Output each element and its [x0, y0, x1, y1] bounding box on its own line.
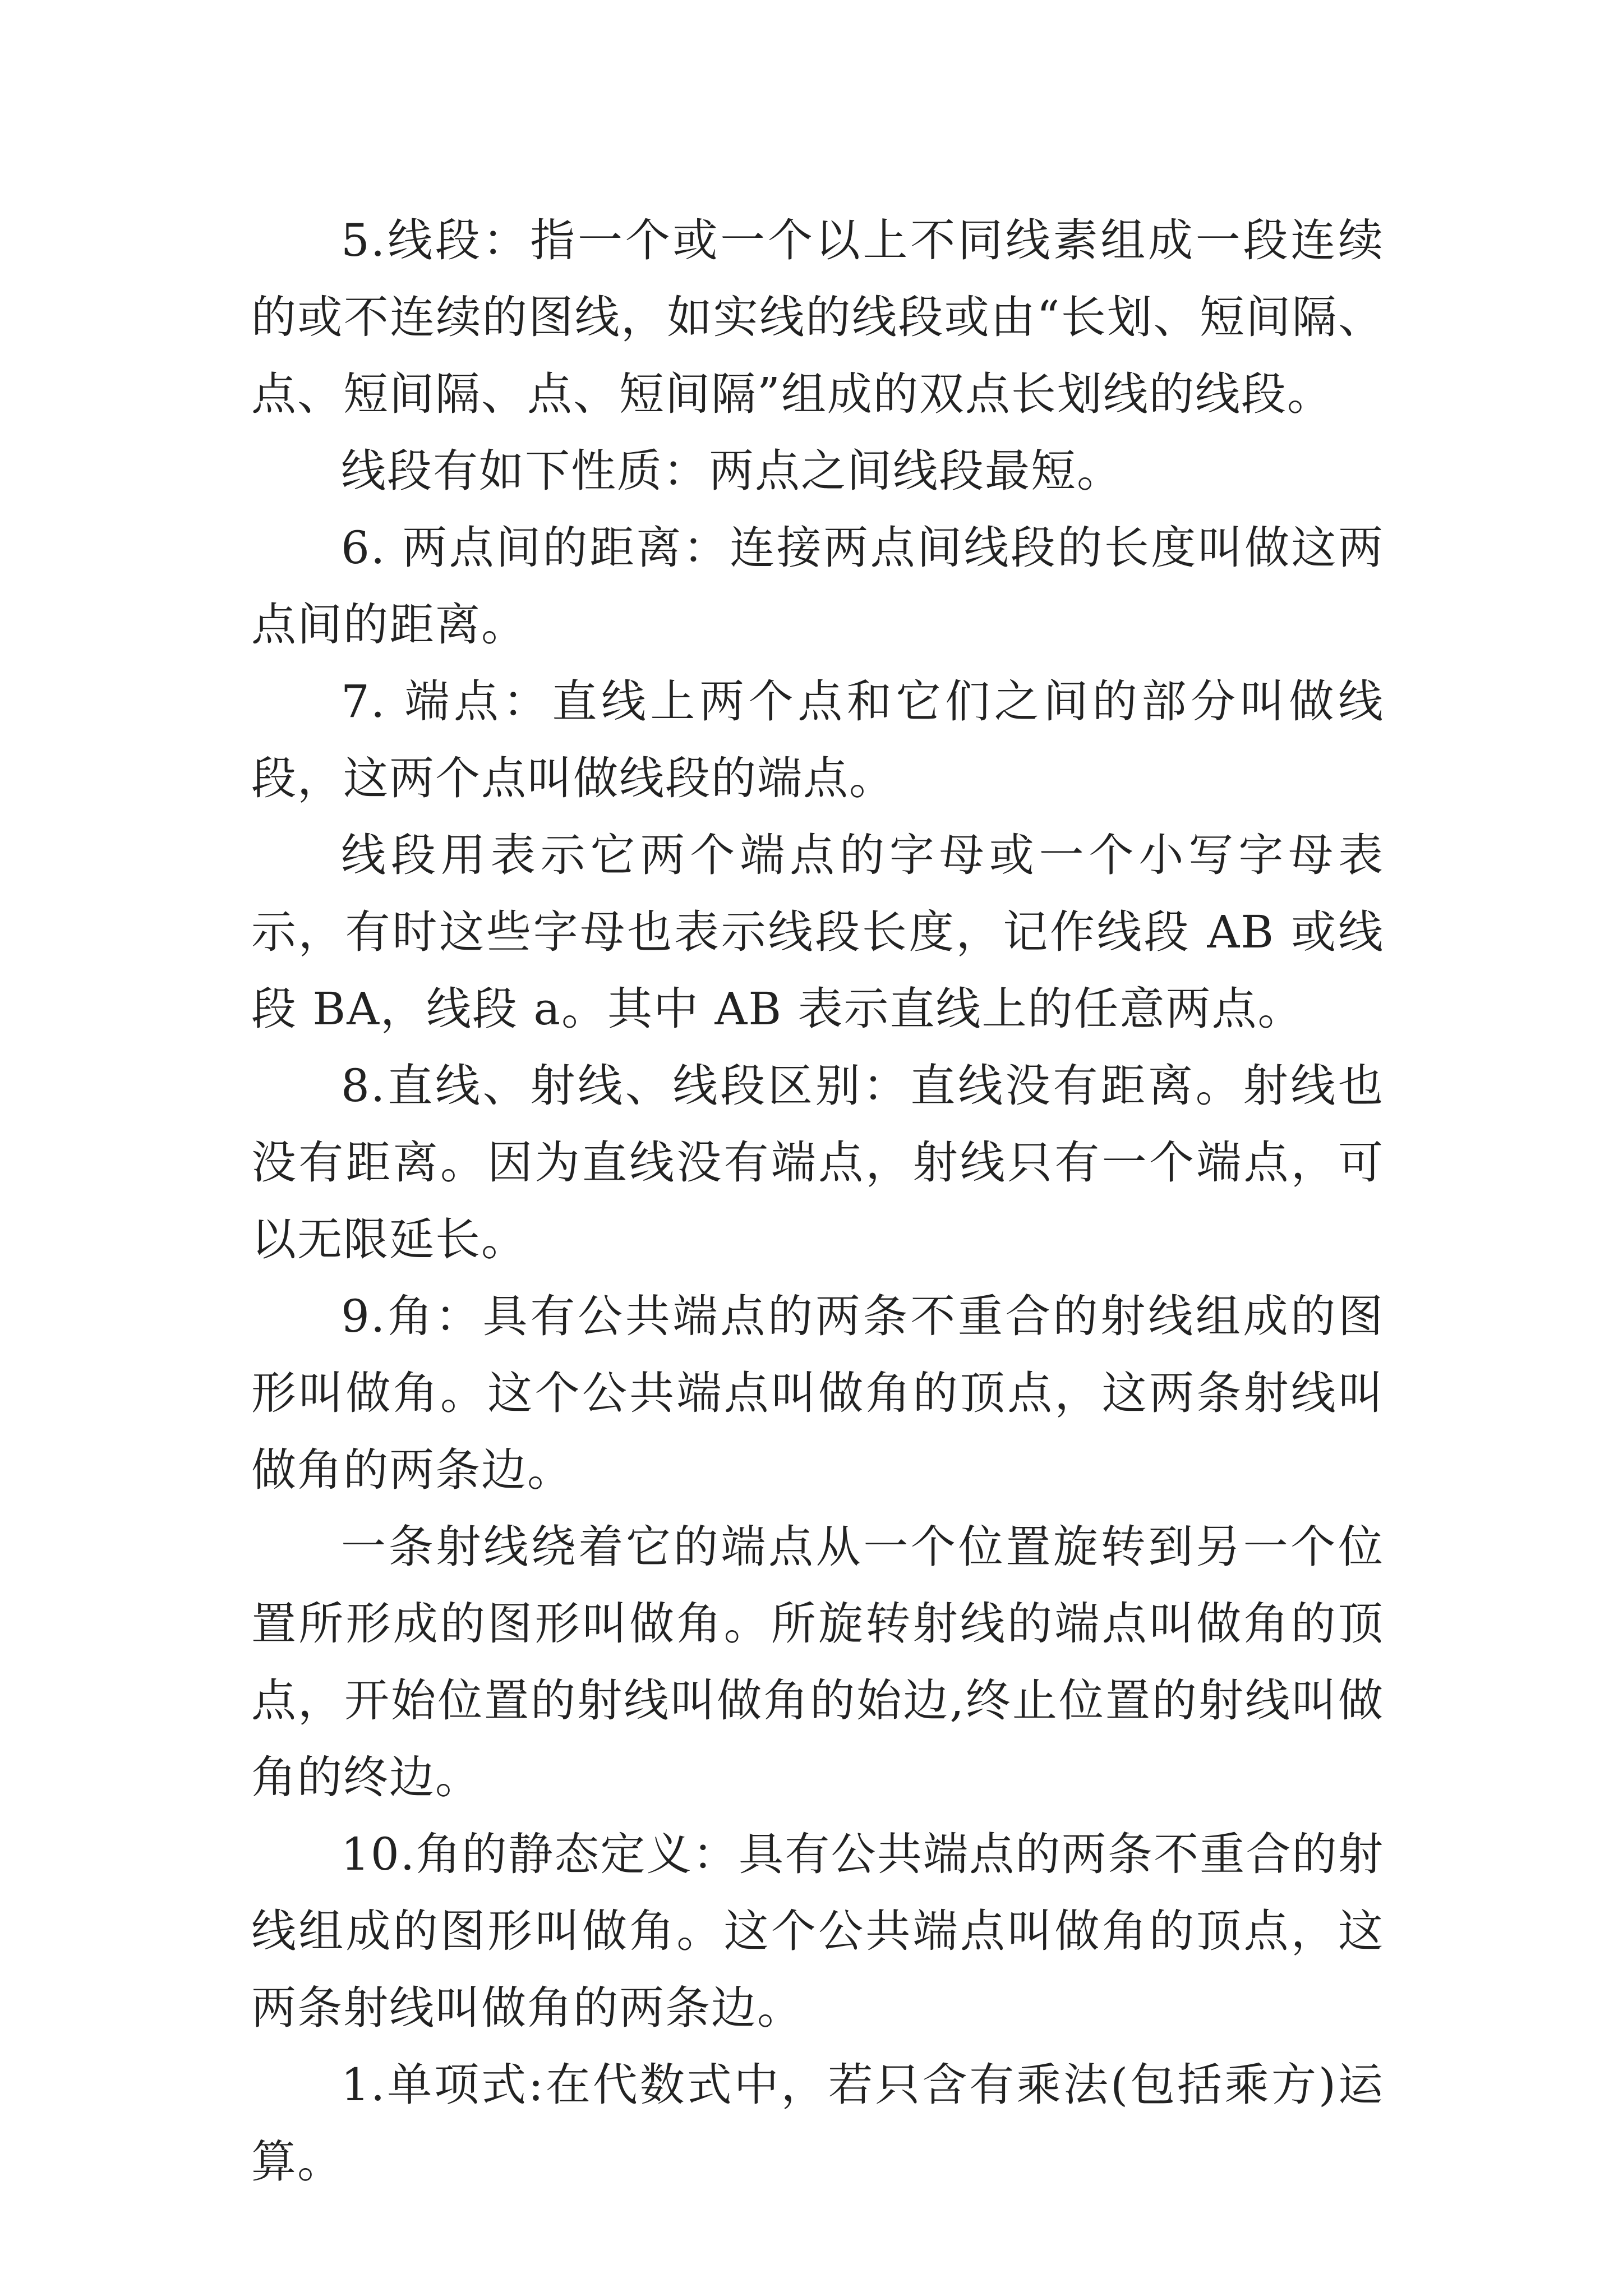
- document-body: [251, 202, 1384, 2200]
- paragraph-angle-static-definition: 10.角的静态定义：具有公共端点的两条不重合的射线组成的图形叫做角。这个公共端点叫做角的顶点，这两条射线叫做角的两条边。: [251, 1828, 1384, 2034]
- paragraph-distance-between-points: 6. 两点间的距离：连接两点间线段的长度叫做这两点间的距离。: [251, 522, 1384, 651]
- paragraph-segment-notation: 线段用表示它两个端点的字母或一个小写字母表示，有时这些字母也表示线段长度，记作线段 AB 或线段 BA，线段 a。其中 AB 表示直线上的任意两点。: [251, 829, 1384, 1035]
- paragraph-monomial-definition: 1.单项式:在代数式中，若只含有乘法(包括乘方)运算。: [251, 2059, 1384, 2188]
- paragraph-angle-definition: 9.角：具有公共端点的两条不重合的射线组成的图形叫做角。这个公共端点叫做角的顶点，这两条射线叫做角的两条边。: [251, 1290, 1384, 1496]
- paragraph-line-segment-definition: 5.线段：指一个或一个以上不同线素组成一段连续的或不连续的图线，如实线的线段或由“长划、短间隔、点、短间隔、点、短间隔”组成的双点长划线的线段。: [251, 214, 1384, 420]
- paragraph-endpoint-definition: 7. 端点：直线上两个点和它们之间的部分叫做线段，这两个点叫做线段的端点。: [251, 675, 1384, 804]
- paragraph-line-segment-property: 线段有如下性质：两点之间线段最短。: [341, 445, 1123, 497]
- paragraph-angle-rotation-definition: 一条射线绕着它的端点从一个位置旋转到另一个位置所形成的图形叫做角。所旋转射线的端点叫做角的顶点，开始位置的射线叫做角的始边,终止位置的射线叫做角的终边。: [251, 1521, 1384, 1803]
- paragraph-line-ray-segment-difference: 8.直线、射线、线段区别：直线没有距离。射线也没有距离。因为直线没有端点，射线只有一个端点，可以无限延长。: [251, 1060, 1384, 1266]
